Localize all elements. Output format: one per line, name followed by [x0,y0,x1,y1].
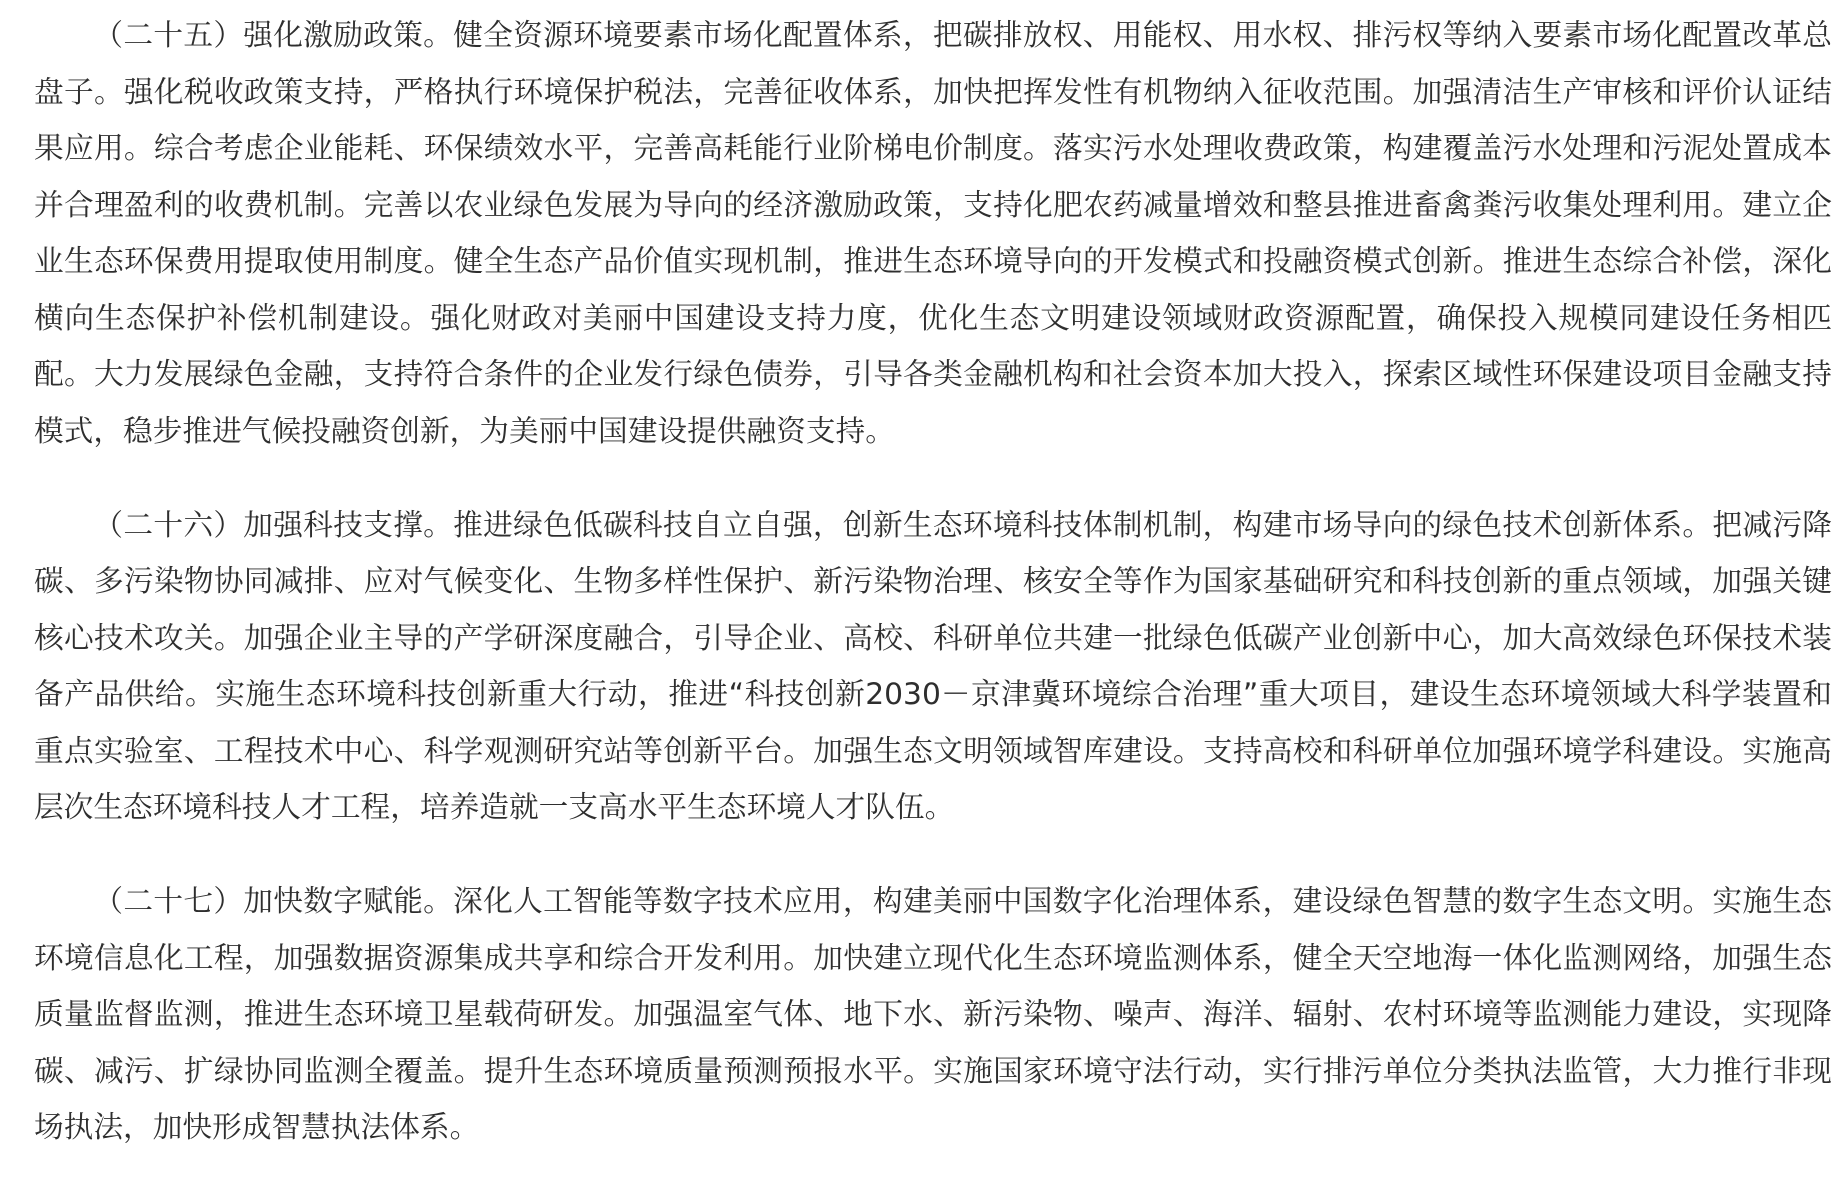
paragraph-26: （二十六）加强科技支撑。推进绿色低碳科技自立自强，创新生态环境科技体制机制，构建市场导向的绿色技术创新体系。把减污降碳、多污染物协同减排、应对气候变化、生物多样性保护、新污染物治理、核安全等作为国家基础研究和科技创新的重点领域，加强关键核心技术攻关。加强企业主导的产学研深度融合，引导企业、高校、科研单位共建一批绿色低碳产业创新中心，加大高效绿色环保技术装备产品供给。实施生态环境科技创新重大行动，推进“科技创新2030－京津冀环境综合治理”重大项目，建设生态环境领域大科学装置和重点实验室、工程技术中心、科学观测研究站等创新平台。加强生态文明领域智库建设。支持高校和科研单位加强环境学科建设。实施高层次生态环境科技人才工程，培养造就一支高水平生态环境人才队伍。 [34,507,1832,825]
document-body [34,8,1832,1194]
paragraph-25: （二十五）强化激励政策。健全资源环境要素市场化配置体系，把碳排放权、用能权、用水权、排污权等纳入要素市场化配置改革总盘子。强化税收政策支持，严格执行环境保护税法，完善征收体系，加快把挥发性有机物纳入征收范围。加强清洁生产审核和评价认证结果应用。综合考虑企业能耗、环保绩效水平，完善高耗能行业阶梯电价制度。落实污水处理收费政策，构建覆盖污水处理和污泥处置成本并合理盈利的收费机制。完善以农业绿色发展为导向的经济激励政策，支持化肥农药减量增效和整县推进畜禽粪污收集处理利用。建立企业生态环保费用提取使用制度。健全生态产品价值实现机制，推进生态环境导向的开发模式和投融资模式创新。推进生态综合补偿，深化横向生态保护补偿机制建设。强化财政对美丽中国建设支持力度，优化生态文明建设领域财政资源配置，确保投入规模同建设任务相匹配。大力发展绿色金融，支持符合条件的企业发行绿色债券，引导各类金融机构和社会资本加大投入，探索区域性环保建设项目金融支持模式，稳步推进气候投融资创新，为美丽中国建设提供融资支持。 [34,18,1832,449]
paragraph-27: （二十七）加快数字赋能。深化人工智能等数字技术应用，构建美丽中国数字化治理体系，建设绿色智慧的数字生态文明。实施生态环境信息化工程，加强数据资源集成共享和综合开发利用。加快建立现代化生态环境监测体系，健全天空地海一体化监测网络，加强生态质量监督监测，推进生态环境卫星载荷研发。加强温室气体、地下水、新污染物、噪声、海洋、辐射、农村环境等监测能力建设，实现降碳、减污、扩绿协同监测全覆盖。提升生态环境质量预测预报水平。实施国家环境守法行动，实行排污单位分类执法监管，大力推行非现场执法，加快形成智慧执法体系。 [34,884,1832,1145]
